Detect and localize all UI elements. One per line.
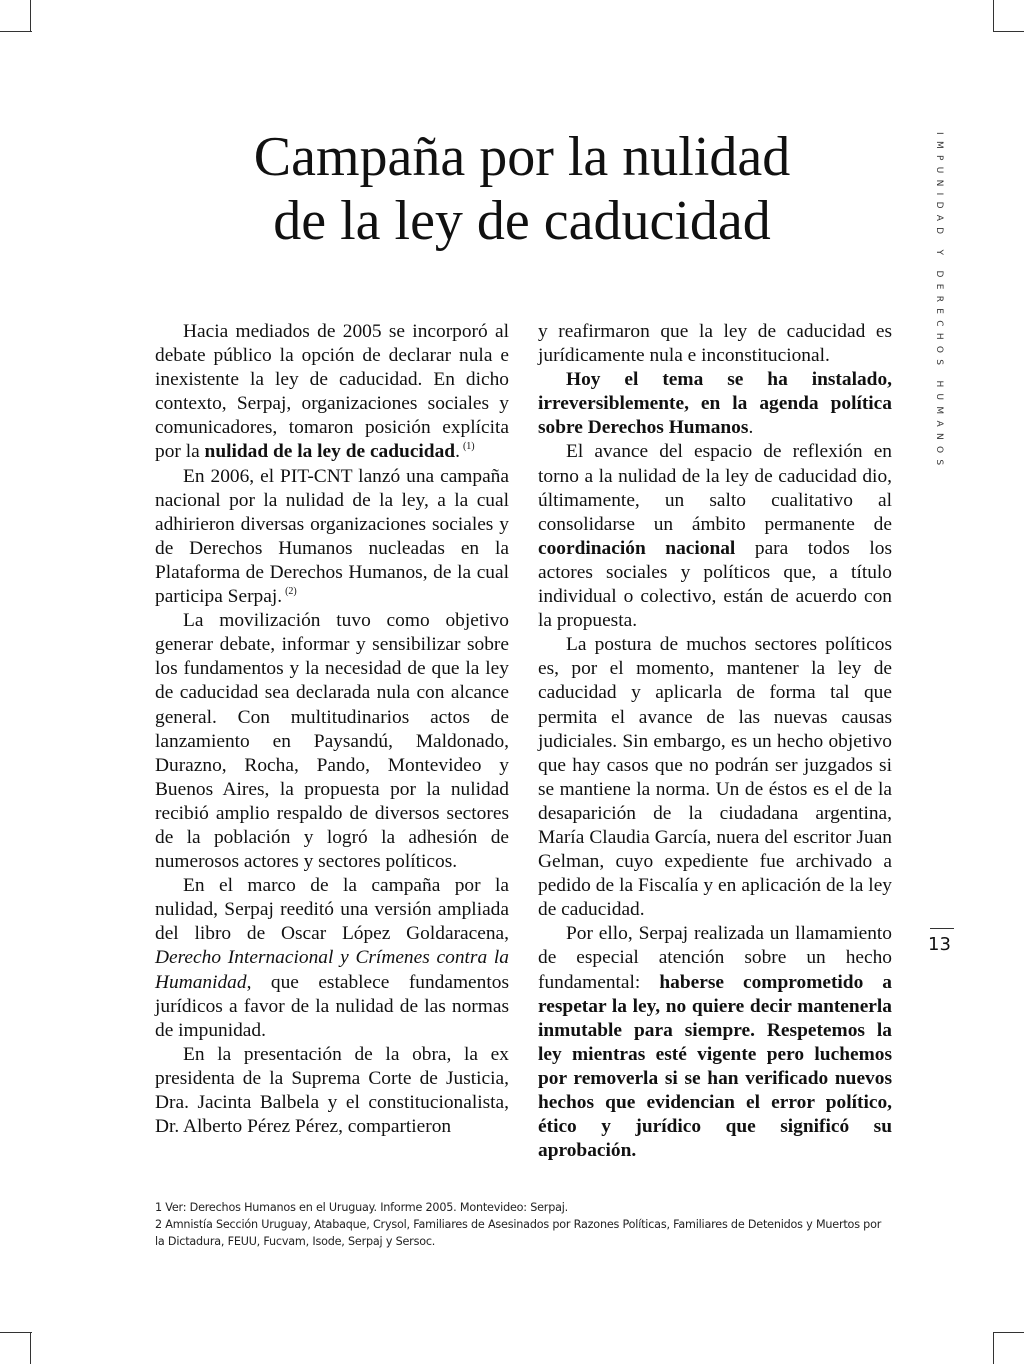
crop-mark-top-right-h (993, 31, 1024, 32)
bold-run: coordinación nacional (538, 537, 736, 559)
paragraph (155, 874, 509, 1043)
page-title (150, 125, 894, 253)
footnote-2: 2 Amnistía Sección Uruguay, Atabaque, Crysol, Familiares de Asesinados por Razones Políticas, Familiares de Detenidos y Muertos por la Dictadura, FEUU, Fucvam, Isode, Serpaj y Sersoc. (155, 1218, 882, 1248)
footnote-ref-1: (1) (462, 441, 475, 453)
crop-mark-top-right-v (993, 0, 994, 32)
title-line-1: Campaña por la nulidad (253, 126, 791, 188)
text-run: . (748, 417, 754, 439)
text-run: En el marco de la campaña por la nulidad, Serpaj reeditó una versión ampliada del libro de Oscar López Goldaracena, (155, 875, 509, 945)
right-column (538, 320, 892, 1163)
paragraph (155, 465, 509, 610)
text-run: . (455, 441, 460, 463)
text-run: Por ello, Serpaj realizada un llamamiento de especial atención sobre un hecho fundamental: (538, 923, 892, 993)
crop-mark-top-left-h (0, 31, 32, 32)
paragraph (155, 320, 509, 465)
crop-mark-bottom-left-v (30, 1332, 31, 1364)
paragraph (538, 922, 892, 1163)
text-run: En 2006, el PIT-CNT lanzó una campaña nacional por la nulidad de la ley, a la cual adhirieron diversas organizaciones sociales y de Derechos Humanos nucleadas en la Plataforma de Derechos Humanos, de la cual participa Serpaj. (155, 465, 509, 608)
running-head: IMPUNIDAD Y DERECHOS HUMANOS (934, 132, 944, 472)
crop-mark-top-left-v (30, 0, 31, 32)
crop-mark-bottom-right-v (993, 1332, 994, 1364)
bold-run: Respetemos la ley mientras esté vigente pero luchemos por removerla si se han verificado nuevos hechos que evidencian el error político, ético y jurídico que significó su aprobación. (538, 1019, 892, 1162)
text-run: Hacia mediados de 2005 se incorporó al debate público la opción de declarar nula e inexistente la ley de caducidad. En dicho contexto, Serpaj, organizaciones sociales y comunicadores, tomaron posición explícita por la (155, 321, 509, 463)
page-number-rule (930, 928, 954, 929)
page-number: 13 (928, 934, 951, 955)
bold-run: Hoy el tema se ha instalado, irreversiblemente, en la agenda política sobre Derechos Humanos (538, 369, 892, 439)
footnote-1: 1 Ver: Derechos Humanos en el Uruguay. Informe 2005. Montevideo: Serpaj. (155, 1201, 569, 1214)
text-run: , que establece fundamentos jurídicos a favor de la nulidad de las normas de impunidad. (155, 971, 509, 1041)
title-line-2: de la ley de caducidad (273, 190, 771, 252)
paragraph (538, 368, 892, 440)
bold-run: nulidad de la ley de caducidad (204, 441, 456, 463)
paragraph: y reafirmaron que la ley de caducidad es jurídicamente nula e inconstitucional. (538, 321, 892, 367)
paragraph: En la presentación de la obra, la ex presidenta de la Suprema Corte de Justicia, Dra. Jacinta Balbela y el constitucionalista, Dr. Alberto Pérez Pérez, compartieron (155, 1043, 509, 1138)
crop-mark-bottom-left-h (0, 1332, 32, 1333)
italic-run: Derecho Internacional y Crímenes contra la Humanidad (155, 947, 509, 993)
paragraph (538, 440, 892, 633)
paragraph: La movilización tuvo como objetivo generar debate, informar y sensibilizar sobre los fundamentos y la necesidad de que la ley de caducidad sea declarada nula con alcance general. Con multitudinarios actos de lanzamiento en Paysandú, Maldonado, Durazno, Rocha, Pando, Montevideo y Buenos Aires, la propuesta por la nulidad recibió amplio respaldo de diversos sectores de la población y logró la adhesión de numerosos actores y sectores políticos. (155, 610, 509, 873)
crop-mark-bottom-right-h (993, 1332, 1024, 1333)
text-run: para todos los actores sociales y políticos que, a título individual o colectivo, están de acuerdo con la propuesta. (538, 537, 892, 632)
footnote-ref-2: (2) (285, 586, 297, 598)
paragraph: La postura de muchos sectores políticos es, por el momento, mantener la ley de caducidad y aplicarla de forma tal que permita el avance de las nuevas causas judiciales. Sin embargo, es un hecho objetivo que hay casos que no podrán ser juzgados si se mantiene la norma. Un de éstos es el de la desaparición de la ciudadana argentina, María Claudia García, nuera del escritor Juan Gelman, cuyo expediente fue archivado a pedido de la Fiscalía y en aplicación de la ley de caducidad. (538, 634, 892, 921)
text-run: El avance del espacio de reflexión en torno a la nulidad de la ley de caducidad dio, últimamente, un salto cualitativo al consolidarse un ámbito permanente de (538, 441, 892, 535)
bold-run: haberse comprometido a respetar la ley, no quiere decir mantenerla inmutable para siempre. (538, 971, 893, 1041)
footnotes (155, 1199, 893, 1250)
left-column (155, 320, 509, 1139)
